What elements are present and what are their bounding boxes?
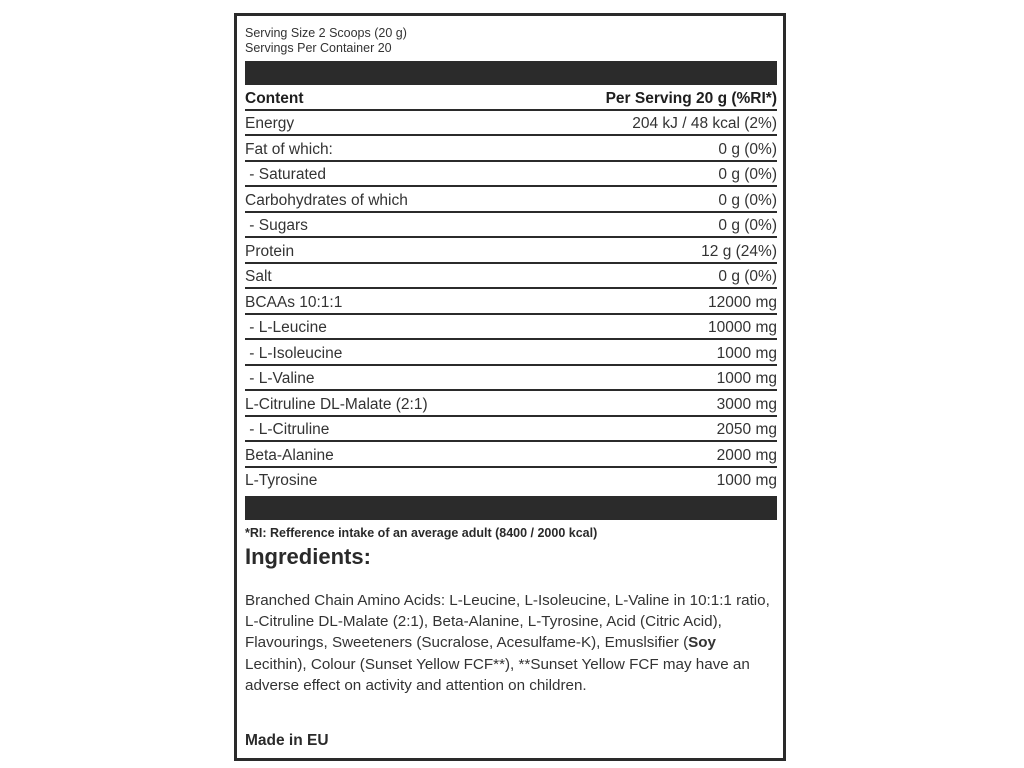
nutrient-value: 0 g (0%) xyxy=(718,268,777,285)
serving-size: Serving Size 2 Scoops (20 g) xyxy=(245,26,407,40)
table-row xyxy=(245,366,777,392)
table-row xyxy=(245,289,777,315)
nutrient-name: Protein xyxy=(245,242,295,260)
table-row xyxy=(245,468,777,492)
nutrition-label xyxy=(234,13,786,761)
nutrient-value: 0 g (0%) xyxy=(718,191,777,209)
nutrient-value: 2050 mg xyxy=(716,421,777,438)
nutrient-value: 12 g (24%) xyxy=(701,242,777,260)
table-row xyxy=(245,315,777,341)
table-row xyxy=(245,417,777,443)
top-divider-bar xyxy=(245,61,777,85)
table-row xyxy=(245,187,777,213)
nutrient-name: L-Tyrosine xyxy=(245,472,318,489)
bottom-divider-bar xyxy=(245,496,777,520)
nutrient-value: 2000 mg xyxy=(716,446,777,464)
table-row xyxy=(245,442,777,468)
nutrient-name: - L-Citruline xyxy=(245,421,330,438)
nutrient-name: L-Citruline DL-Malate (2:1) xyxy=(245,395,428,413)
servings-per-container: Servings Per Container 20 xyxy=(245,41,392,55)
nutrient-name: Energy xyxy=(245,115,295,132)
made-in: Made in EU xyxy=(245,732,329,749)
ingredients-text-after: Lecithin), Colour (Sunset Yellow FCF**), **Sunset Yellow FCF may have an adverse effect on activity and attention on children. xyxy=(245,655,750,694)
ingredients-title: Ingredients: xyxy=(245,544,371,569)
serving-info xyxy=(245,26,407,56)
table-header-row xyxy=(245,85,777,111)
nutrient-name: - Sugars xyxy=(245,217,308,234)
nutrient-name: Beta-Alanine xyxy=(245,446,334,464)
allergen-soy: Soy xyxy=(688,634,716,652)
header-content: Content xyxy=(245,89,304,107)
table-row xyxy=(245,340,777,366)
nutrient-value: 0 g (0%) xyxy=(718,140,777,158)
nutrient-value: 204 kJ / 48 kcal (2%) xyxy=(632,115,777,132)
nutrient-name: - L-Leucine xyxy=(245,319,327,336)
table-row xyxy=(245,162,777,188)
table-row xyxy=(245,213,777,239)
nutrient-name: BCAAs 10:1:1 xyxy=(245,293,343,311)
nutrition-table xyxy=(245,85,777,491)
ingredients-text-before: Branched Chain Amino Acids: L-Leucine, L-Isoleucine, L-Valine in 10:1:1 ratio, L-Citruline DL-Malate (2:1), Beta-Alanine, L-Tyrosine, Acid (Citric Acid), Flavourings, Sweeteners (Sucralose, Acesulfame-K), Emuslsifier ( xyxy=(245,592,770,652)
nutrient-name: Carbohydrates of which xyxy=(245,191,408,209)
ingredients-text xyxy=(245,590,781,696)
nutrient-value: 12000 mg xyxy=(708,293,777,311)
nutrient-value: 0 g (0%) xyxy=(718,217,777,234)
nutrient-value: 3000 mg xyxy=(716,395,777,413)
nutrient-name: - L-Valine xyxy=(245,370,315,387)
nutrient-value: 0 g (0%) xyxy=(718,166,777,183)
nutrient-value: 1000 mg xyxy=(716,472,777,489)
table-row xyxy=(245,136,777,162)
header-per-serving: Per Serving 20 g (%RI*) xyxy=(605,89,777,107)
ri-footnote: *RI: Refference intake of an average adult (8400 / 2000 kcal) xyxy=(245,526,598,540)
nutrient-value: 1000 mg xyxy=(716,370,777,387)
table-row xyxy=(245,264,777,290)
nutrient-value: 1000 mg xyxy=(716,344,777,362)
nutrient-name: - Saturated xyxy=(245,166,326,183)
nutrient-name: Salt xyxy=(245,268,272,285)
table-row xyxy=(245,111,777,137)
nutrient-value: 10000 mg xyxy=(708,319,777,336)
table-row xyxy=(245,391,777,417)
table-row xyxy=(245,238,777,264)
nutrient-name: - L-Isoleucine xyxy=(245,344,343,362)
nutrient-name: Fat of which: xyxy=(245,140,333,158)
